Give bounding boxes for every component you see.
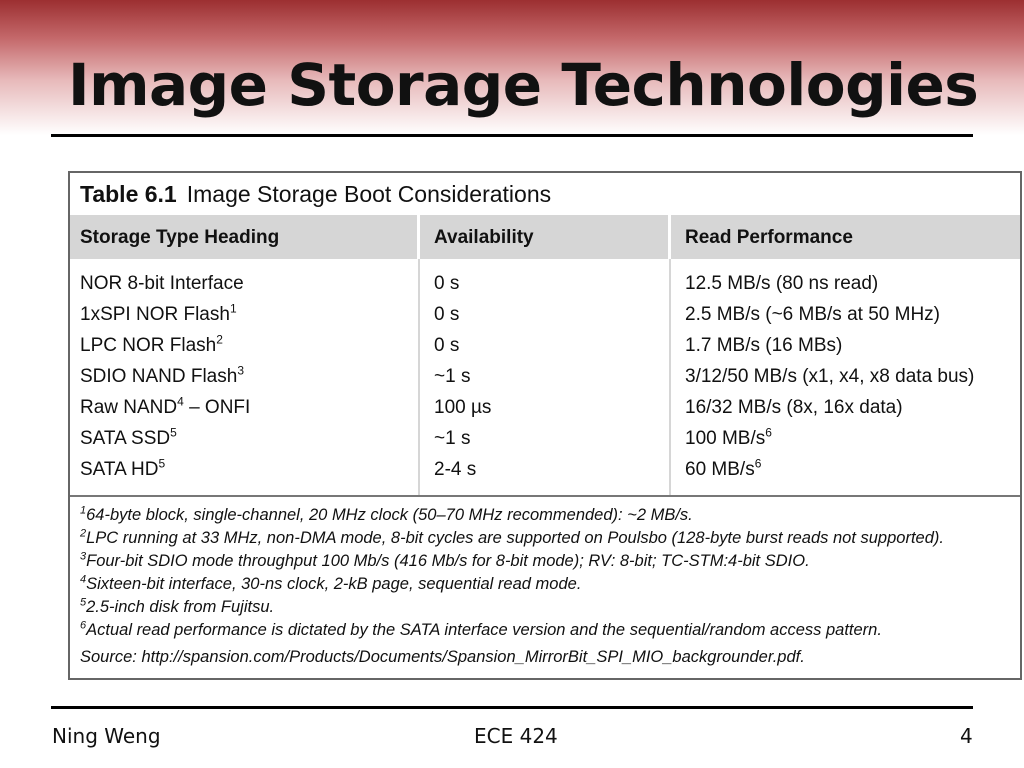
cell-read-performance: 12.5 MB/s (80 ns read) (685, 273, 879, 294)
cell-read-performance: 16/32 MB/s (8x, 16x data) (685, 397, 903, 418)
cell-read-performance: 60 $MB/s^6$ (685, 456, 762, 480)
header-separator (668, 215, 671, 259)
cell-storage-type: SATA SSD$^5$ (80, 425, 177, 449)
cell-storage-type: 1xSPI NOR Flash$^1$ (80, 301, 237, 325)
footer-rule (51, 706, 973, 709)
footer-page-number: 4 (960, 724, 973, 748)
header-availability: Availability (434, 227, 534, 248)
table-row (70, 392, 1020, 423)
table-caption (80, 181, 551, 208)
header-read-performance: Read Performance (685, 227, 853, 248)
title-rule (51, 134, 973, 137)
cell-storage-type: Raw NAND$^4$ – ONFI (80, 394, 251, 418)
footer-course: ECE 424 (474, 724, 558, 748)
cell-storage-type: SATA $HD^5$ (80, 456, 166, 480)
table-caption-text: Image Storage Boot Considerations (186, 181, 552, 207)
cell-read-performance: 1.7 MB/s (16 MBs) (685, 335, 843, 356)
footnote: $^4$Sixteen-bit interface, 30-ns clock, 2-kB page, sequential read mode. (80, 573, 582, 593)
table-row (70, 454, 1020, 485)
source-note: Source: http://spansion.com/Products/Documents/Spansion_MirrorBit_SPI_MIO_backgrounder.pdf. (80, 648, 805, 666)
footnote: $^6$Actual read performance is dictated by the SATA interface version and the sequential/random access pattern. (80, 619, 882, 639)
header-storage-type: Storage Type Heading (80, 227, 280, 248)
storage-table (68, 171, 1022, 680)
cell-availability: 0 s (434, 304, 460, 325)
table-row (70, 330, 1020, 361)
table-row (70, 423, 1020, 454)
cell-availability: ~1 s (434, 366, 471, 387)
header-separator (417, 215, 420, 259)
cell-availability: ~1 s (434, 428, 471, 449)
cell-storage-type: NOR 8-bit Interface (80, 273, 244, 294)
table-row (70, 361, 1020, 392)
cell-availability: 2-4 s (434, 459, 477, 480)
footnote-divider (70, 495, 1020, 497)
footnote: $^2$LPC running at 33 MHz, non-DMA mode, 8-bit cycles are supported on Poulsbo (128-byte burst reads not supported). (80, 527, 944, 547)
footnote: $^1$64-byte block, single-channel, 20 MHz clock (50–70 MHz recommended): ~2 MB/s. (80, 504, 693, 524)
table-row (70, 299, 1020, 330)
cell-read-performance: 100 $MB/s^6$ (685, 425, 772, 449)
footer-author: Ning Weng (52, 724, 161, 748)
table-caption-number: Table 6.1 (80, 181, 177, 207)
cell-read-performance: 3/12/50 MB/s (x1, x4, x8 data bus) (685, 366, 975, 387)
cell-availability: 0 s (434, 335, 460, 356)
slide-title: Image Storage Technologies (68, 51, 979, 119)
table-header-row (70, 215, 1020, 259)
cell-availability: 100 µs (434, 397, 492, 418)
footnote: $^5$2.5-inch disk from Fujitsu. (80, 596, 275, 616)
cell-storage-type: SDIO NAND Flash$^3$ (80, 363, 244, 387)
cell-availability: 0 s (434, 273, 460, 294)
cell-read-performance: 2.5 MB/s (~6 MB/s at 50 MHz) (685, 304, 940, 325)
cell-storage-type: LPC NOR Flash$^2$ (80, 332, 223, 356)
table-row (70, 268, 1020, 299)
footnote: $^3$Four-bit SDIO mode throughput 100 Mb/s (416 Mb/s for 8-bit mode); RV: 8-bit; TC-STM:4-bit SDIO. (80, 550, 810, 570)
